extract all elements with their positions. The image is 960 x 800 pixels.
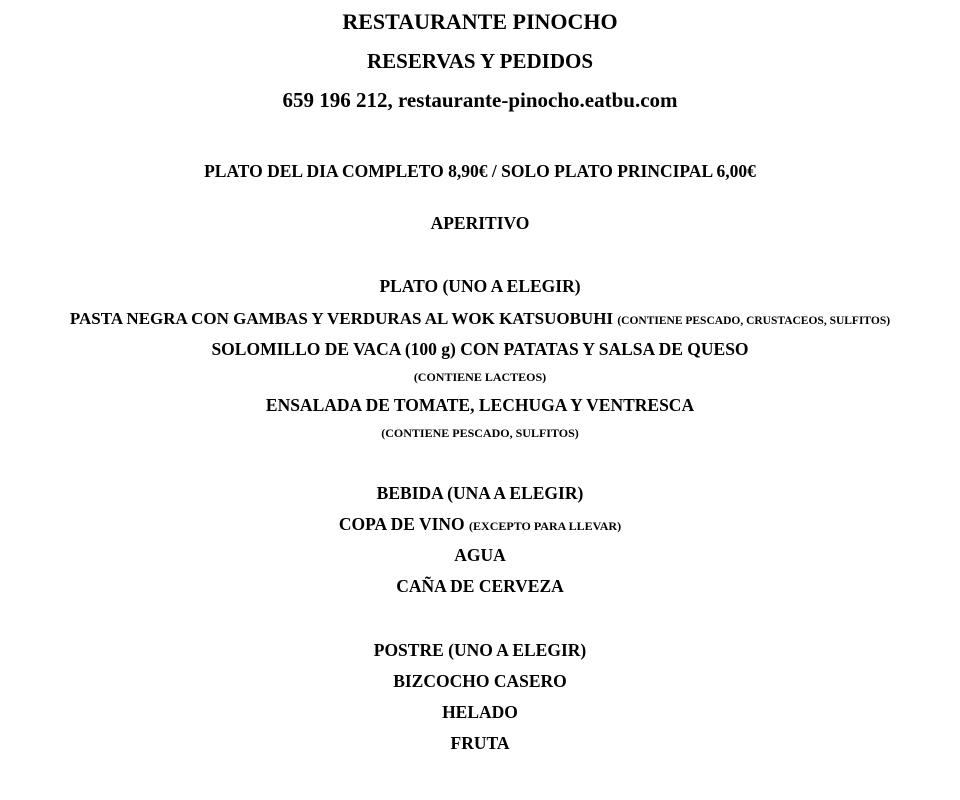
drink-name: COPA DE VINO bbox=[338, 514, 465, 534]
drink-item-vino bbox=[0, 516, 960, 534]
dish-item-ensalada: ENSALADA DE TOMATE, LECHUGA Y VENTRESCA bbox=[265, 395, 695, 415]
postre-heading: POSTRE (UNO A ELEGIR) bbox=[373, 640, 587, 660]
dish-item-pasta bbox=[0, 310, 960, 328]
dish-name: PASTA NEGRA CON GAMBAS Y VERDURAS AL WOK KATSUOBUHI bbox=[69, 309, 614, 328]
restaurant-name: RESTAURANTE PINOCHO bbox=[342, 9, 618, 34]
aperitivo-heading: APERITIVO bbox=[430, 213, 530, 233]
dessert-item-bizcocho: BIZCOCHO CASERO bbox=[393, 671, 567, 691]
drink-item-agua: AGUA bbox=[454, 545, 506, 565]
service-title: RESERVAS Y PEDIDOS bbox=[366, 49, 594, 73]
allergen-note: (CONTIENE PESCADO, CRUSTACEOS, SULFITOS) bbox=[617, 315, 891, 327]
drink-item-cerveza: CAÑA DE CERVEZA bbox=[396, 576, 564, 596]
plato-heading: PLATO (UNO A ELEGIR) bbox=[379, 276, 581, 296]
allergen-note-ensalada: (CONTIENE PESCADO, SULFITOS) bbox=[381, 426, 579, 440]
price-line: PLATO DEL DIA COMPLETO 8,90€ / SOLO PLATO PRINCIPAL 6,00€ bbox=[204, 161, 756, 181]
dish-item-solomillo: SOLOMILLO DE VACA (100 g) CON PATATAS Y SALSA DE QUESO bbox=[211, 339, 749, 359]
dessert-item-helado: HELADO bbox=[442, 702, 518, 722]
drink-note: (EXCEPTO PARA LLEVAR) bbox=[469, 519, 622, 533]
allergen-note-solomillo: (CONTIENE LACTEOS) bbox=[413, 370, 547, 384]
bebida-heading: BEBIDA (UNA A ELEGIR) bbox=[376, 483, 584, 503]
dessert-item-fruta: FRUTA bbox=[450, 733, 510, 753]
contact-line: 659 196 212, restaurante-pinocho.eatbu.com bbox=[282, 88, 678, 112]
